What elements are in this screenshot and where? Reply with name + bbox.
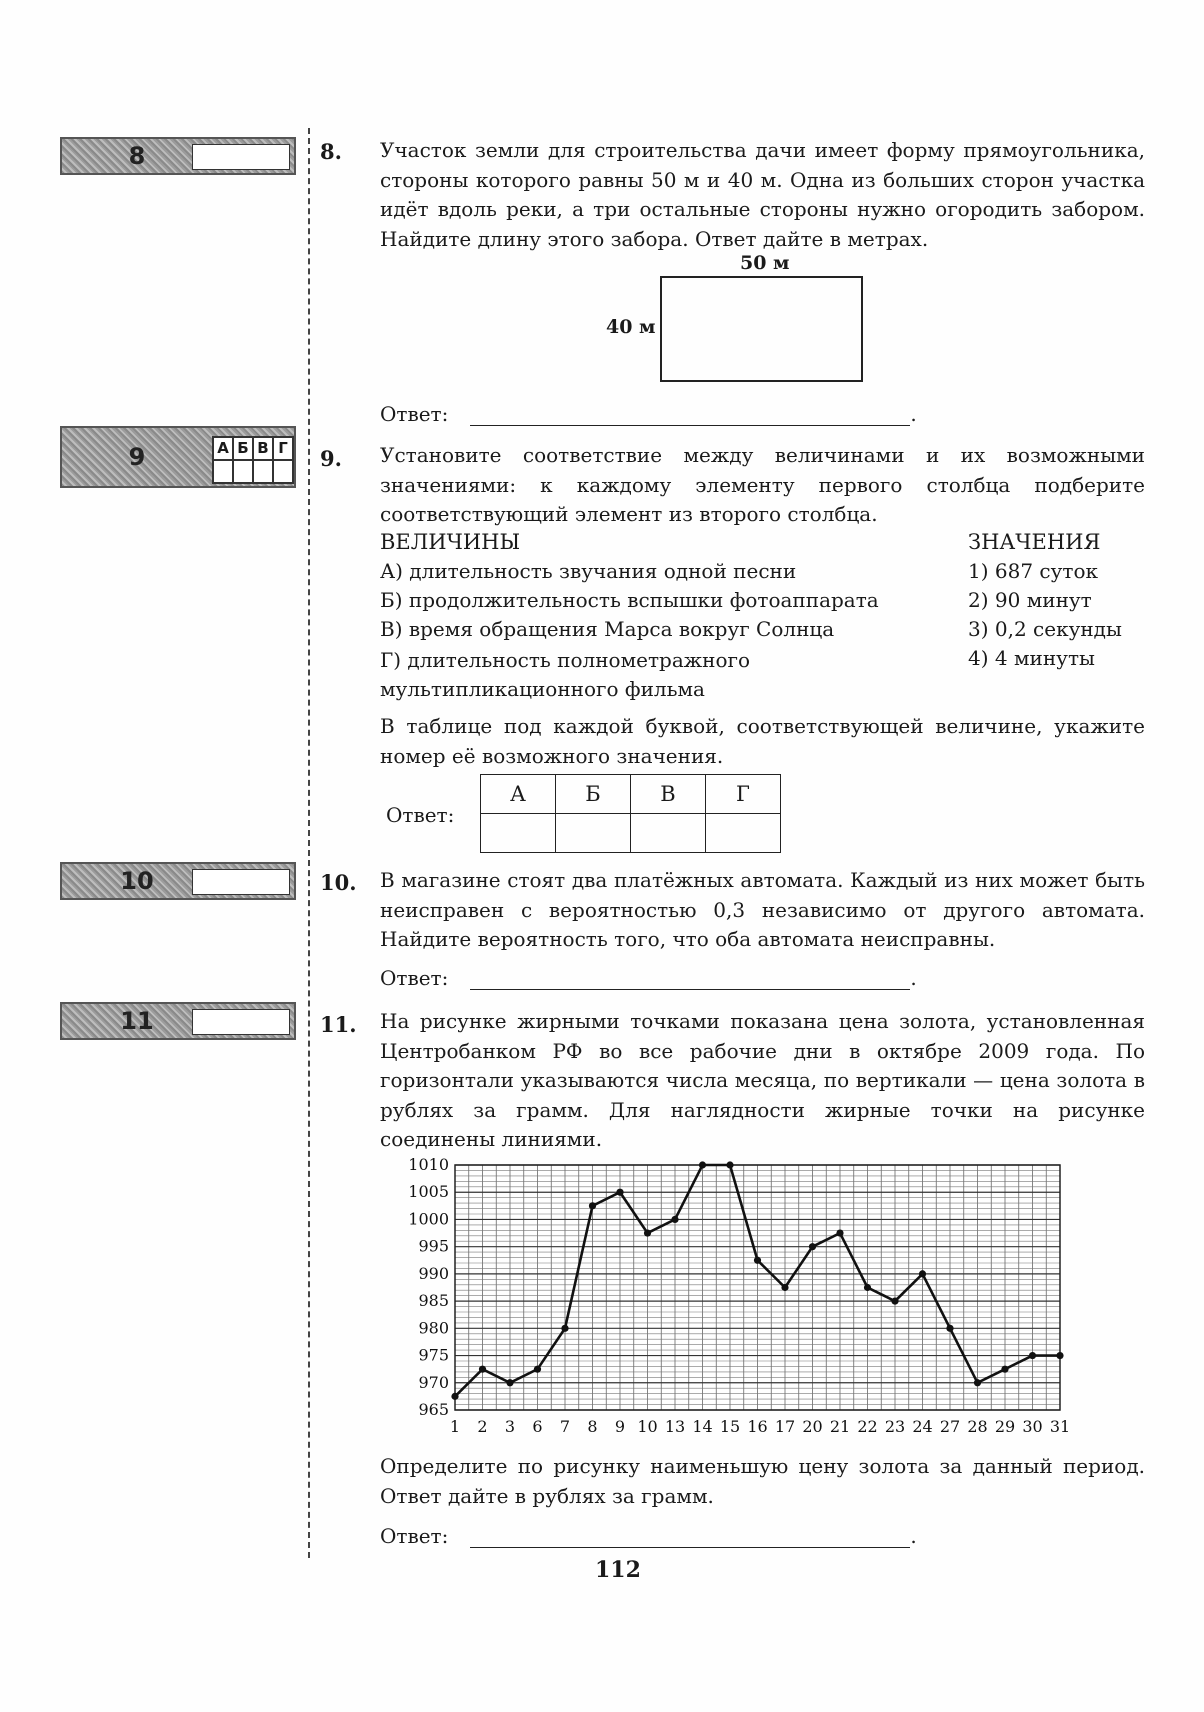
data-point [754,1257,761,1264]
question-number: 10. [320,870,357,895]
grid-letter: В [253,437,273,460]
badge-number: 10 [120,867,154,895]
y-tick-label: 995 [418,1236,449,1256]
data-point [671,1216,678,1223]
x-tick-label: 1 [449,1417,461,1436]
y-tick-label: 1010 [408,1155,449,1174]
x-tick-label: 15 [719,1417,741,1436]
table-header: Г [706,775,781,814]
grid-letter: Г [273,437,293,460]
page-number: 112 [595,1557,641,1583]
answer-row-11: Ответ: . [380,1524,917,1548]
x-tick-label: 14 [692,1417,713,1436]
x-tick-label: 23 [884,1417,906,1436]
data-point [451,1393,458,1400]
x-tick-label: 30 [1022,1417,1043,1436]
x-tick-label: 27 [939,1417,961,1436]
answer-box-10[interactable] [192,869,290,895]
answer-label-9: Ответ: [386,803,455,827]
grid-cell[interactable] [233,460,253,483]
table-answer-cell[interactable] [481,814,556,853]
y-tick-label: 990 [418,1263,449,1283]
x-tick-label: 7 [559,1417,571,1436]
x-tick-label: 20 [802,1417,823,1436]
table-header: Б [556,775,631,814]
x-tick-label: 16 [747,1417,768,1436]
grid-letter: Б [233,437,253,460]
quantity-item: Б) продолжительность вспышки фотоаппарата [380,588,879,612]
question-10-text: В магазине стоят два платёжных автомата. Каждый из них может быть неисправен с вероятностью 0,3 независимо от другого автомата. Найдите вероятность того, что оба автомата неисправны. [380,868,1145,951]
data-point [809,1243,816,1250]
value-item: 1) 687 суток [968,559,1098,583]
question-9-text: Установите соответствие между величинами и их возможными значениями: к каждому элементу первого столбца подберите соответствующий элемент из второго столбца. [380,443,1145,526]
height-label: 40 м [606,316,656,338]
answer-label: Ответ: [380,966,449,990]
answer-table-9 [480,774,781,853]
question-9-instruction: В таблице под каждой буквой, соответствующей величине, укажите номер её возможного значения. [380,714,1145,768]
y-tick-label: 965 [418,1400,449,1419]
data-point [891,1298,898,1305]
data-point [946,1325,953,1332]
question-11-text: На рисунке жирными точками показана цена золота, установленная Центробанком РФ во все рабочие дни в октябре 2009 года. По горизонтали указываются числа месяца, по вертикали — цена золота в рублях за грамм. Для наглядности жирные точки на рисунке соединены линиями. [380,1009,1145,1151]
answer-label: Ответ: [380,1524,449,1548]
y-tick-label: 975 [418,1345,449,1365]
table-answer-cell[interactable] [706,814,781,853]
answer-line[interactable] [470,405,910,426]
answer-badge-8 [60,137,296,175]
data-point [561,1325,568,1332]
badge-number: 9 [128,443,146,471]
value-item: 4) 4 минуты [968,646,1095,670]
width-label: 50 м [740,252,790,274]
gold-price-chart [380,1155,1080,1440]
y-tick-label: 1005 [408,1182,449,1202]
answer-badge-10 [60,862,296,900]
data-point [1056,1352,1063,1359]
data-point [836,1229,843,1236]
table-header: А [481,775,556,814]
answer-row-8: Ответ: . [380,402,917,426]
cut-line [308,128,310,1558]
answer-label: Ответ: [380,402,449,426]
data-point [616,1189,623,1196]
grid-cell[interactable] [253,460,273,483]
x-tick-label: 3 [504,1417,516,1436]
question-number: 9. [320,446,342,471]
x-tick-label: 17 [774,1417,796,1436]
answer-badge-11 [60,1002,296,1040]
x-tick-label: 9 [614,1417,626,1436]
badge-number: 8 [128,142,146,170]
table-header: В [631,775,706,814]
x-tick-label: 10 [637,1417,658,1436]
y-tick-label: 1000 [408,1209,449,1229]
question-11-question: Определите по рисунку наименьшую цену золота за данный период. Ответ дайте в рублях за грамм. [380,1454,1145,1508]
quantity-item: А) длительность звучания одной песни [380,559,797,583]
x-tick-label: 8 [587,1417,598,1436]
quantities-header: ВЕЛИЧИНЫ [380,530,521,554]
x-tick-label: 28 [967,1417,988,1436]
values-header: ЗНАЧЕНИЯ [968,530,1101,554]
answer-box-8[interactable] [192,144,290,170]
answer-row-10: Ответ: . [380,966,917,990]
answer-box-11[interactable] [192,1009,290,1035]
answer-grid-9[interactable] [212,436,294,484]
grid-cell[interactable] [273,460,293,483]
x-tick-label: 21 [829,1417,851,1436]
answer-line[interactable] [470,969,910,990]
answer-badge-9 [60,426,296,488]
quantity-item: В) время обращения Марса вокруг Солнца [380,617,835,641]
data-point [479,1366,486,1373]
data-point [919,1270,926,1277]
question-number: 8. [320,139,342,164]
data-point [974,1379,981,1386]
question-number: 11. [320,1012,357,1037]
question-8-text: Участок земли для строительства дачи имеет форму прямоугольника, стороны которого равны 50 м и 40 м. Одна из больших сторон участка идёт вдоль реки, а три остальные стороны нужно огородить забором. Найдите длину этого забора. Ответ дайте в метрах. [380,138,1145,251]
value-item: 2) 90 минут [968,588,1092,612]
x-tick-label: 24 [912,1417,933,1436]
data-point [1029,1352,1036,1359]
rectangle-shape [660,276,863,382]
data-point [864,1284,871,1291]
table-answer-cell[interactable] [556,814,631,853]
x-tick-label: 22 [857,1417,878,1436]
data-point [726,1161,733,1168]
y-tick-label: 980 [418,1318,449,1338]
x-tick-label: 31 [1049,1417,1071,1436]
value-item: 3) 0,2 секунды [968,617,1122,641]
x-tick-label: 2 [477,1417,488,1436]
grid-cell[interactable] [213,460,233,483]
plot-figure [600,252,880,386]
x-tick-label: 13 [664,1417,686,1436]
x-tick-label: 6 [532,1417,543,1436]
data-point [589,1202,596,1209]
x-tick-label: 29 [994,1417,1016,1436]
data-point [1001,1366,1008,1373]
y-tick-label: 970 [418,1372,449,1392]
badge-number: 11 [120,1007,154,1035]
table-answer-cell[interactable] [631,814,706,853]
data-point [644,1229,651,1236]
data-point [781,1284,788,1291]
data-point [534,1366,541,1373]
y-tick-label: 985 [418,1291,449,1311]
data-point [506,1379,513,1386]
grid-letter: А [213,437,233,460]
answer-line[interactable] [470,1527,910,1548]
data-point [699,1161,706,1168]
quantity-item: Г) длительность полнометражного мультипликационного фильма [380,648,751,701]
